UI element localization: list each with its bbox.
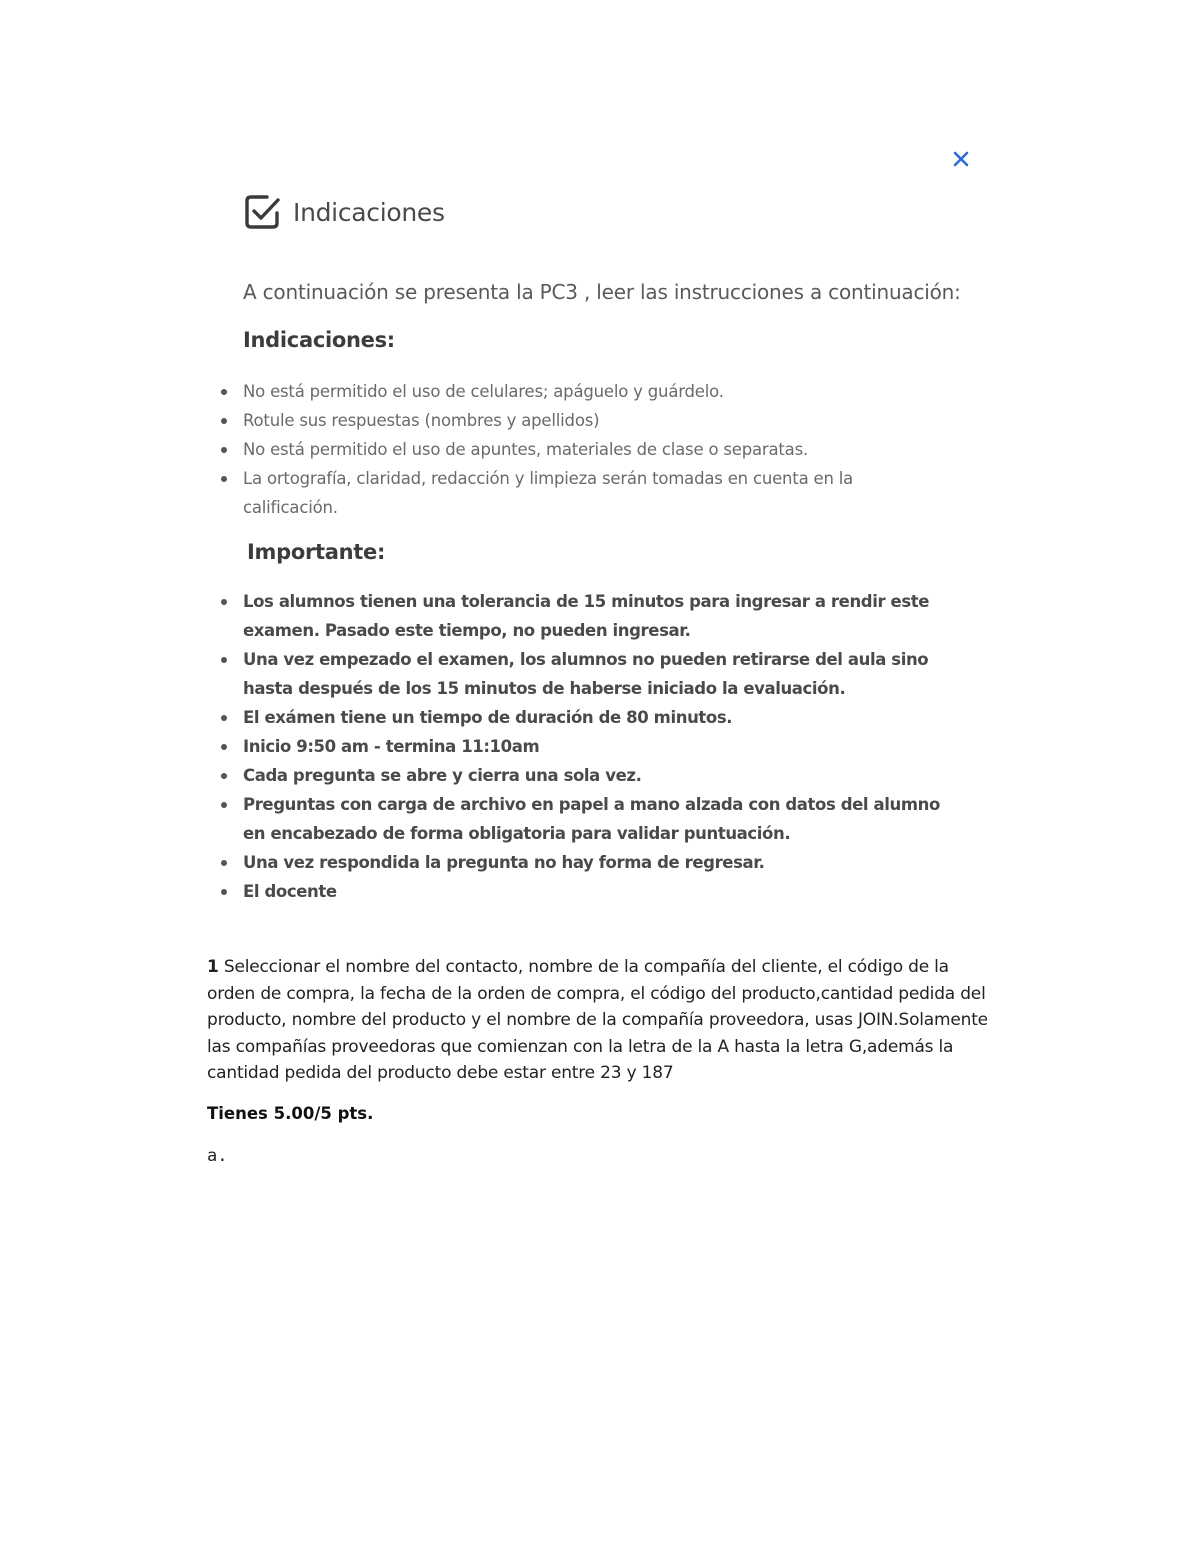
question-number: 1	[207, 957, 219, 977]
list-item: No está permitido el uso de celulares; apáguelo y guárdelo.	[219, 377, 879, 406]
answer-option: a.	[207, 1146, 228, 1166]
checkbox-checked-icon	[243, 193, 281, 231]
list-item: Preguntas con carga de archivo en papel a mano alzada con datos del alumno en encabezado de forma obligatoria para validar puntuación.	[219, 790, 959, 848]
list-item: Cada pregunta se abre y cierra una sola vez.	[219, 761, 959, 790]
importante-heading: Importante:	[247, 540, 386, 564]
modal-title: Indicaciones	[293, 197, 445, 227]
list-item: Los alumnos tienen una tolerancia de 15 minutos para ingresar a rendir este examen. Pasado este tiempo, no pueden ingresar.	[219, 587, 959, 645]
modal-header	[243, 193, 445, 231]
list-item: El exámen tiene un tiempo de duración de 80 minutos.	[219, 703, 959, 732]
indicaciones-list	[219, 377, 879, 522]
list-item: Una vez respondida la pregunta no hay forma de regresar.	[219, 848, 959, 877]
close-icon	[948, 146, 974, 172]
question-body: Seleccionar el nombre del contacto, nombre de la compañía del cliente, el código de la orden de compra, la fecha de la orden de compra, el código del producto,cantidad pedida del producto, nombre del producto y el nombre de la compañía proveedora, usas JOIN.Solamente las compañías proveedoras que comienzan con la letra de la A hasta la letra G,además la cantidad pedida del producto debe estar entre 23 y 187	[207, 957, 988, 1083]
close-button[interactable]	[948, 146, 974, 172]
list-item: La ortografía, claridad, redacción y limpieza serán tomadas en cuenta en la calificación.	[219, 464, 879, 522]
importante-list	[219, 587, 959, 906]
intro-text: A continuación se presenta la PC3 , leer las instrucciones a continuación:	[243, 280, 961, 304]
indicaciones-heading: Indicaciones:	[243, 328, 395, 352]
list-item: El docente	[219, 877, 959, 906]
list-item: Inicio 9:50 am - termina 11:10am	[219, 732, 959, 761]
question-text	[207, 954, 992, 1087]
list-item: No está permitido el uso de apuntes, materiales de clase o separatas.	[219, 435, 879, 464]
score-text: Tienes 5.00/5 pts.	[207, 1104, 374, 1123]
list-item: Rotule sus respuestas (nombres y apellidos)	[219, 406, 879, 435]
list-item: Una vez empezado el examen, los alumnos no pueden retirarse del aula sino hasta después de los 15 minutos de haberse iniciado la evaluación.	[219, 645, 959, 703]
